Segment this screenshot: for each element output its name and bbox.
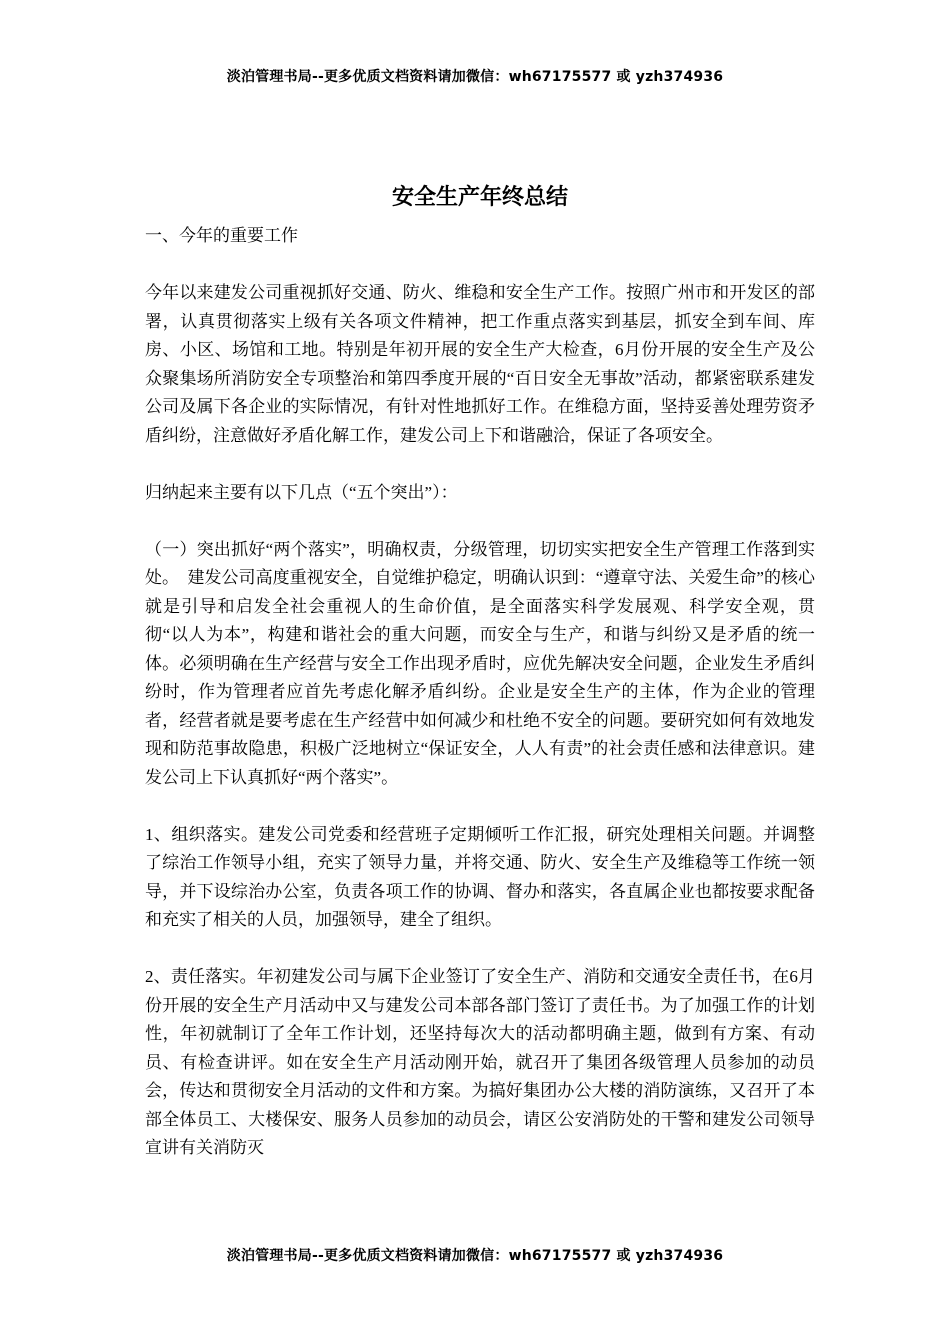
paragraph-intro: 今年以来建发公司重视抓好交通、防火、维稳和安全生产工作。按照广州市和开发区的部署，认真贯彻落实上级有关各项文件精神，把工作重点落实到基层，抓安全到车间、库房、小区、场馆和工地。特别是年初开展的安全生产大检查，6月份开展的安全生产及公众聚集场所消防安全专项整治和第四季度开展的“百日安全无事故”活动，都紧密联系建发公司及属下各企业的实际情况，有针对性地抓好工作。在维稳方面，坚持妥善处理劳资矛盾纠纷，注意做好矛盾化解工作，建发公司上下和谐融洽，保证了各项安全。 <box>145 283 815 445</box>
paragraph-point-one: （一）突出抓好“两个落实”，明确权责，分级管理，切切实实把安全生产管理工作落到实处。 建发公司高度重视安全，自觉维护稳定，明确认识到：“遵章守法、关爱生命”的核心就是引导和启发全社会重视人的生命价值，是全面落实科学发展观、科学安全观，贯彻“以人为本”，构建和谐社会的重大问题，而安全与生产，和谐与纠纷又是矛盾的统一体。必须明确在生产经营与安全工作出现矛盾时，应优先解决安全问题，企业发生矛盾纠纷时，作为管理者应首先考虑化解矛盾纠纷。企业是安全生产的主体，作为企业的管理者，经营者就是要考虑在生产经营中如何减少和杜绝不安全的问题。要研究如何有效地发现和防范事故隐患，积极广泛地树立“保证安全，人人有责”的社会责任感和法律意识。建发公司上下认真抓好“两个落实”。 <box>145 539 815 787</box>
page-header: 淡泊管理书局--更多优质文档资料请加微信：wh67175577 或 yzh374936 <box>226 69 724 85</box>
section-heading: 一、今年的重要工作 <box>145 226 298 245</box>
paragraph-responsibility: 2、责任落实。年初建发公司与属下企业签订了安全生产、消防和交通安全责任书，在6月份开展的安全生产月活动中又与建发公司本部各部门签订了责任书。为了加强工作的计划性，年初就制订了全年工作计划，还坚持每次大的活动都明确主题，做到有方案、有动员、有检查讲评。如在安全生产月活动刚开始，就召开了集团各级管理人员参加的动员会，传达和贯彻安全月活动的文件和方案。为搞好集团办公大楼的消防演练，又召开了本部全体员工、大楼保安、服务人员参加的动员会，请区公安消防处的干警和建发公司领导宣讲有关消防灭 <box>145 967 815 1157</box>
document-body <box>145 178 815 1191</box>
document-title: 安全生产年终总结 <box>391 185 568 210</box>
paragraph-summary-lead: 归纳起来主要有以下几点（“五个突出”）： <box>145 482 458 502</box>
page-footer: 淡泊管理书局--更多优质文档资料请加微信：wh67175577 或 yzh374936 <box>226 1248 724 1264</box>
paragraph-organization: 1、组织落实。建发公司党委和经营班子定期倾听工作汇报，研究处理相关问题。并调整了综治工作领导小组，充实了领导力量，并将交通、防火、安全生产及维稳等工作统一领导，并下设综治办公室，负责各项工作的协调、督办和落实，各直属企业也都按要求配备和充实了相关的人员，加强领导，建全了组织。 <box>145 824 815 929</box>
